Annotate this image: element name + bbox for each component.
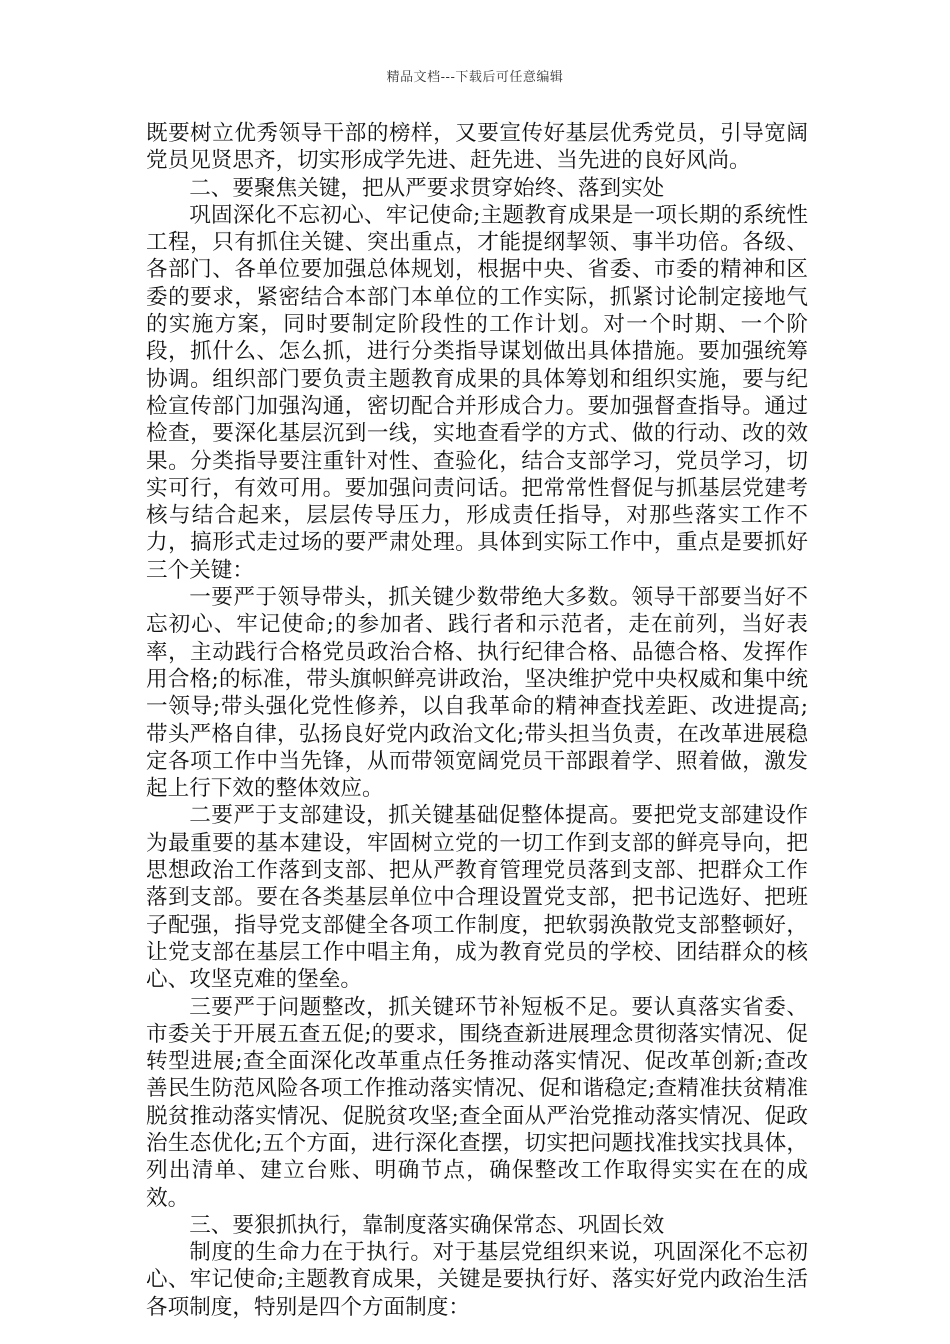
page-header: 精品文档---下载后可任意编辑 [386,70,564,85]
paragraph-2: 巩固深化不忘初心、牢记使命;主题教育成果是一项长期的系统性工程，只有抓住关键、突出重点，才能提纲挈领、事半功倍。各级、各部门、各单位要加强总体规划，根据中央、省委、市委的精神和区委的要求，紧密结合本部门本单位的工作实际，抓紧讨论制定接地气的实施方案，同时要制定阶段性的工作计划。对一个时期、一个阶段，抓什么、怎么抓，进行分类指导谋划做出具体措施。要加强统筹协调。组织部门要负责主题教育成果的具体筹划和组织实施，要与纪检宣传部门加强沟通，密切配合并形成合力。要加强督查指导。通过检查，要深化基层沉到一线，实地查看学的方式、做的行动、改的效果。分类指导要注重针对性、查验化，结合支部学习，党员学习，切实可行，有效可用。要加强问责问话。把常常性督促与抓基层党建考核与结合起来，层层传导压力，形成责任指导，对那些落实工作不力，搞形式走过场的要严肃处理。具体到实际工作中，重点是要抓好三个关键： [146,202,808,583]
paragraph-6: 制度的生命力在于执行。对于基层党组织来说，巩固深化不忘初心、牢记使命;主题教育成果，关键是要执行好、落实好党内政治生活各项制度，特别是四个方面制度： [146,1240,808,1320]
section-heading-3: 三、要狠抓执行，靠制度落实确保常态、巩固长效 [189,1212,665,1238]
paragraph-5: 三要严于问题整改，抓关键环节补短板不足。要认真落实省委、市委关于开展五查五促;的要求，围绕查新进展理念贯彻落实情况、促转型进展;查全面深化改革重点任务推动落实情况、促改革创新;查改善民生防范风险各项工作推动落实情况、促和谐稳定;查精准扶贫精准脱贫推动落实情况、促脱贫攻坚;查全面从严治党推动落实情况、促政治生态优化;五个方面，进行深化查摆，切实把问题找准找实找具体，列出清单、建立台账、明确节点，确保整改工作取得实实在在的成效。 [146,994,808,1211]
paragraph-3: 一要严于领导带头，抓关键少数带绝大多数。领导干部要当好不忘初心、牢记使命;的参加者、践行者和示范者，走在前列，当好表率，主动践行合格党员政治合格、执行纪律合格、品德合格、发挥作用合格;的标准，带头旗帜鲜亮讲政治，坚决维护党中央权威和集中统一领导;带头强化党性修养，以自我革命的精神查找差距、改进提高;带头严格自律，弘扬良好党内政治文化;带头担当负责，在改革进展稳定各项工作中当先锋，从而带领宽阔党员干部跟着学、照着做，激发起上行下效的整体效应。 [146,585,808,802]
section-heading-2: 二、要聚焦关键，把从严要求贯穿始终、落到实处 [189,175,665,201]
paragraph-4: 二要严于支部建设，抓关键基础促整体提高。要把党支部建设作为最重要的基本建设，牢固树立党的一切工作到支部的鲜亮导向，把思想政治工作落到支部、把从严教育管理党员落到支部、把群众工作落到支部。要在各类基层单位中合理设置党支部，把书记选好、把班子配强，指导党支部健全各项工作制度，把软弱涣散党支部整顿好，让党支部在基层工作中唱主角，成为教育党员的学校、团结群众的核心、攻坚克难的堡垒。 [146,803,808,993]
document-body [146,120,808,1321]
paragraph-1: 既要树立优秀领导干部的榜样，又要宣传好基层优秀党员，引导宽阔党员见贤思齐，切实形成学先进、赶先进、当先进的良好风尚。 [146,121,808,174]
